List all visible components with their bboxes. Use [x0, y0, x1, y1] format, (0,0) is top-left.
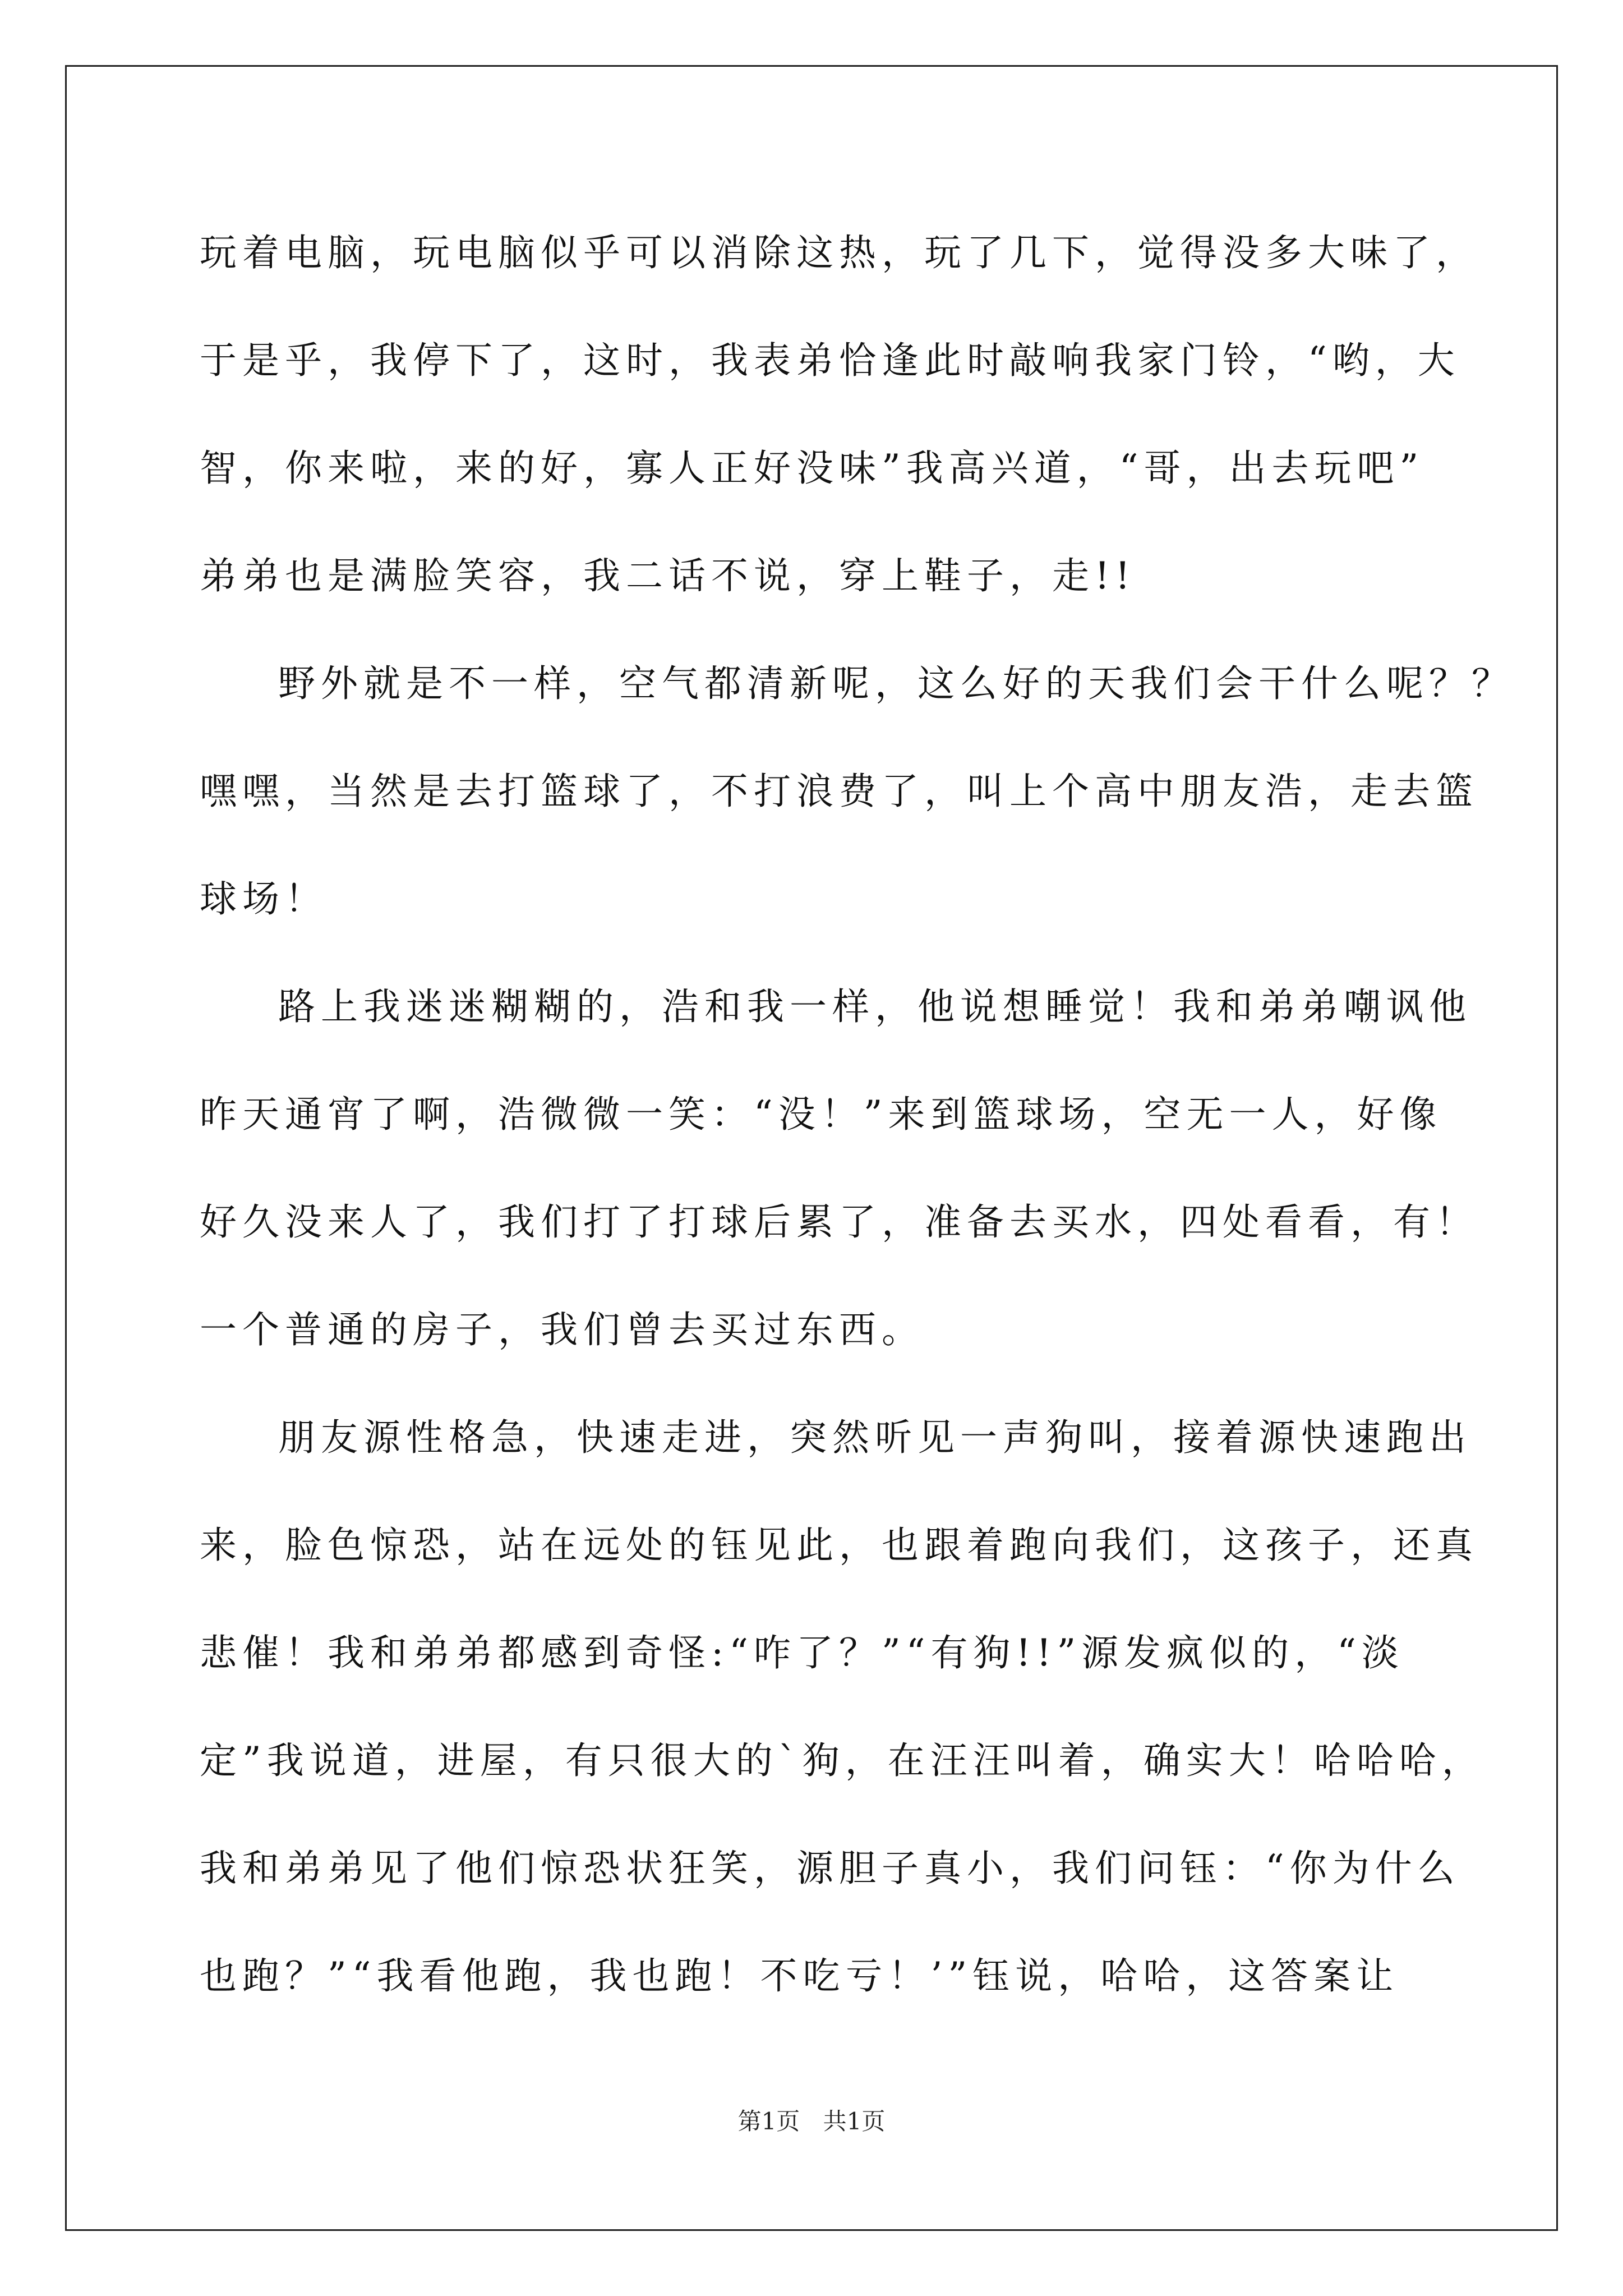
text-line: 智，你来啦，来的好，寡人正好没味”我高兴道，“哥，出去玩吧”	[200, 447, 1424, 490]
text-line: 悲催！我和弟弟都感到奇怪:“咋了？”“有狗!!”源发疯似的，“淡	[200, 1631, 1404, 1674]
page-number: 第1页	[737, 2108, 800, 2135]
text-line: 球场！	[200, 877, 328, 921]
document-body	[200, 199, 1514, 2030]
text-line: 也跑？”“我看他跑，我也跑！不吃亏！’”钰说，哈哈，这答案让	[200, 1954, 1399, 1998]
text-line: 来，脸色惊恐，站在远处的钰见此，也跟着跑向我们，这孩子，还真	[200, 1524, 1478, 1567]
paragraph-start-line: 野外就是不一样，空气都清新呢，这么好的天我们会干什么呢？？	[278, 662, 1514, 705]
text-line: 昨天通宵了啊，浩微微一笑：“没！”来到篮球场，空无一人，好像	[200, 1093, 1442, 1136]
text-line: 好久没来人了，我们打了打球后累了，准备去买水，四处看看，有！	[200, 1200, 1478, 1244]
page-footer	[0, 2105, 1623, 2138]
text-line: 嘿嘿，当然是去打篮球了，不打浪费了，叫上个高中朋友浩，走去篮	[200, 770, 1478, 813]
text-line: 一个普通的房子，我们曾去买过东西。	[200, 1308, 924, 1351]
paragraph-start-line: 朋友源性格急，快速走进，突然听见一声狗叫，接着源快速跑出	[278, 1416, 1472, 1459]
text-line: 玩着电脑，玩电脑似乎可以消除这热，玩了几下，觉得没多大味了，	[200, 231, 1478, 274]
page-total: 共1页	[823, 2108, 886, 2135]
text-line: 定”我说道，进屋，有只很大的`狗，在汪汪叫着，确实大！哈哈哈，	[200, 1739, 1484, 1782]
text-line: 于是乎，我停下了，这时，我表弟恰逢此时敲响我家门铃，“哟，大	[200, 339, 1460, 382]
text-line: 弟弟也是满脸笑容，我二话不说，穿上鞋子，走!!	[200, 554, 1136, 597]
paragraph-start-line: 路上我迷迷糊糊的，浩和我一样，他说想睡觉！我和弟弟嘲讽他	[278, 985, 1472, 1028]
text-line: 我和弟弟见了他们惊恐状狂笑，源胆子真小，我们问钰：“你为什么	[200, 1847, 1460, 1890]
